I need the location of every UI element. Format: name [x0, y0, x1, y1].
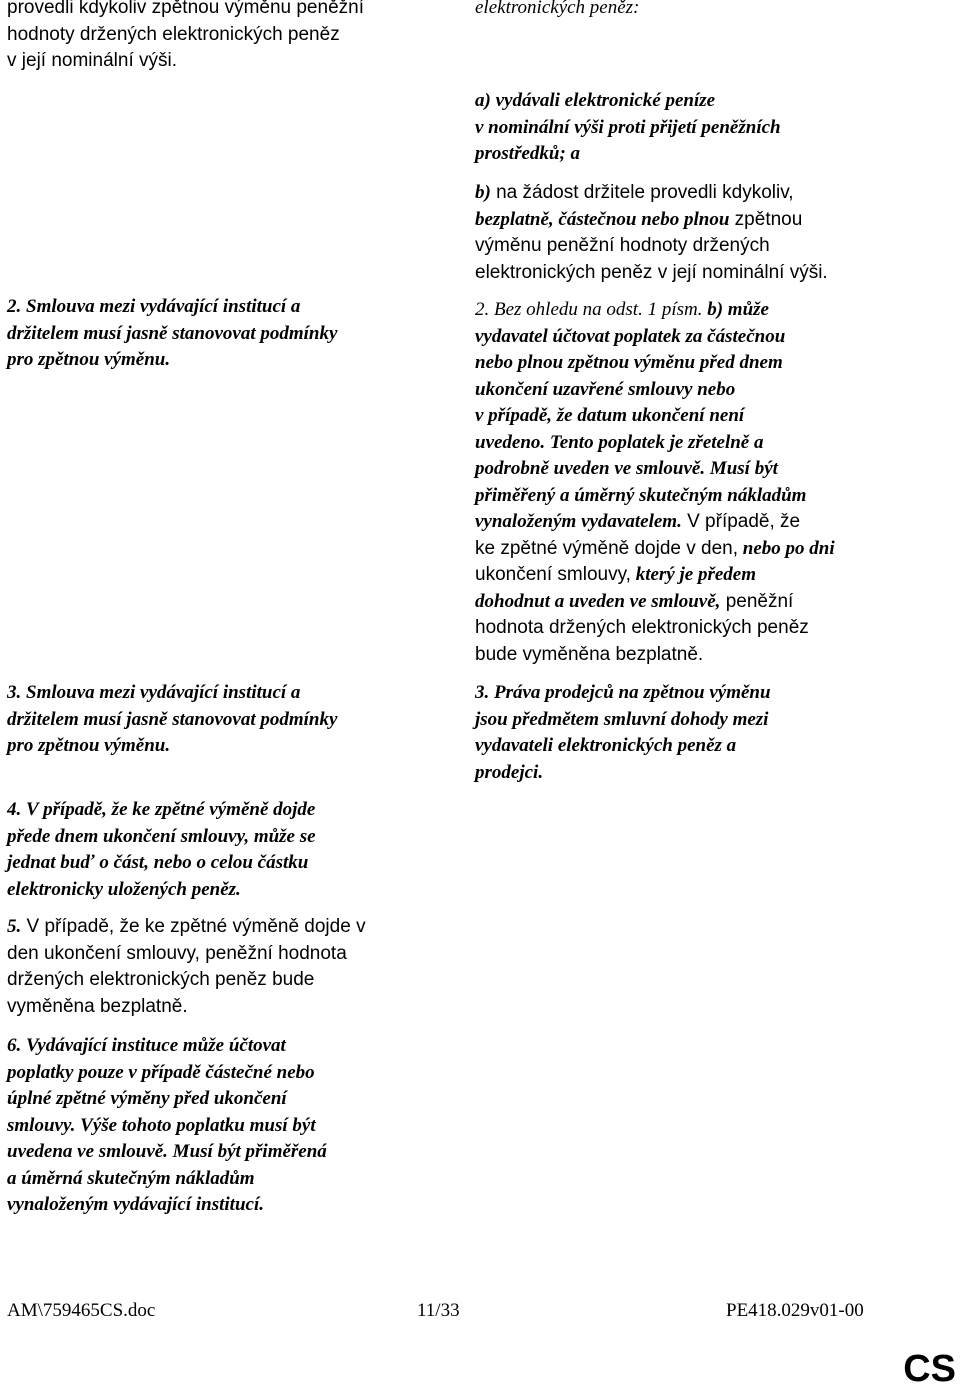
right-paragraph-2: 2. Bez ohledu na odst. 1 písm. b) může vydavatel účtovat poplatek za částečnou nebo plnou zpětnou výměnu před dnem ukončení uzavřené smlouvy nebo v případě, že datum ukončení není uvedeno. Tento poplatek je zřetelně a podrobně uveden ve smlouvě. Musí být přiměřený a úměrný skutečným nákladům vynaloženým vydavatelem. V případě, že ke zpětné výměně dojde v den, nebo po dni ukončení smlouvy, který je předem dohodnut a uveden ve smlouvě, peněžní hodnota držených elektronických peněz bude vyměněna bezplatně.	[475, 299, 835, 665]
left-paragraph-4: 4. V případě, že ke zpětné výměně dojde přede dnem ukončení smlouvy, může se jednat buď o část, nebo o celou částku elektronicky uložených peněz.	[7, 799, 316, 900]
paragraph-number: 5.	[7, 916, 22, 937]
footer-page-number: 11/33	[417, 1300, 460, 1321]
right-point-a: a) vydávali elektronické peníze v nominální výši proti přijetí peněžních prostředků; a	[475, 90, 781, 164]
footer-document-reference: AM\759465CS.doc	[7, 1300, 156, 1321]
right-continuation-line: elektronických peněz:	[475, 0, 640, 18]
left-paragraph-6: 6. Vydávající instituce může účtovat poplatky pouze v případě částečné nebo úplné zpětné výměny před ukončení smlouvy. Výše tohoto poplatku musí být uvedena ve smlouvě. Musí být přiměřená a úměrná skutečným nákladům vynaloženým vydávající institucí.	[7, 1035, 327, 1215]
left-paragraph-5: 5. V případě, že ke zpětné výměně dojde v den ukončení smlouvy, peněžní hodnota držených elektronických peněz bude vyměněna bezplatně.	[7, 916, 366, 1017]
right-point-b: b) na žádost držitele provedli kdykoliv, bezplatně, částečnou nebo plnou zpětnou výměnu peněžní hodnoty držených elektronických peněz v její nominální výši.	[475, 182, 828, 283]
language-code: CS	[903, 1348, 956, 1390]
footer-pe-reference: PE418.029v01-00	[726, 1300, 864, 1321]
right-paragraph-3: 3. Práva prodejců na zpětnou výměnu jsou předmětem smluvní dohody mezi vydavateli elektronických peněz a prodejci.	[475, 682, 771, 783]
left-paragraph-2: 2. Smlouva mezi vydávající institucí a držitelem musí jasně stanovovat podmínky pro zpětnou výměnu.	[7, 296, 338, 370]
left-continuation-paragraph: provedli kdykoliv zpětnou výměnu peněžní hodnoty držených elektronických peněz v její nominální výši.	[7, 0, 364, 71]
left-paragraph-3: 3. Smlouva mezi vydávající institucí a držitelem musí jasně stanovovat podmínky pro zpětnou výměnu.	[7, 682, 338, 756]
